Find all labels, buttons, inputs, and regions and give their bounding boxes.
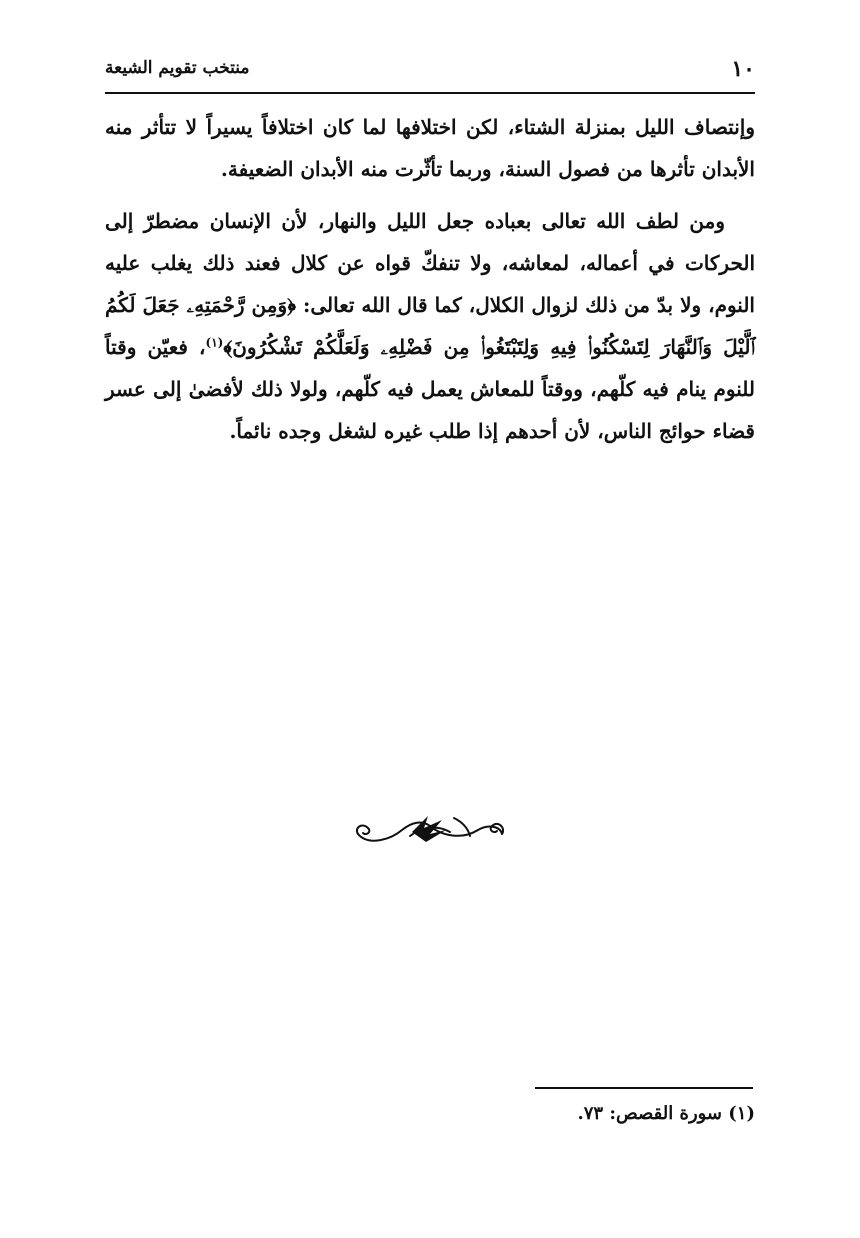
quran-verse: ﴿وَمِن رَّحْمَتِهِۦ جَعَلَ لَكُمُ ٱلَّيْلَ وَٱلنَّهَارَ لِتَسْكُنُوا۟ فِيهِ وَلِتَبْتَغُوا۟ مِن فَضْلِهِۦ وَلَعَلَّكُمْ تَشْكُرُونَ﴾ — [105, 293, 756, 359]
main-text — [105, 106, 755, 462]
footnote-text: (١) سورة القصص: ٧٣. — [577, 1103, 755, 1124]
paragraph — [105, 106, 755, 190]
decorative-flourish-icon — [350, 806, 510, 856]
running-title: منتخب تقويم الشيعة — [105, 58, 250, 78]
header-divider — [105, 92, 755, 94]
paragraph-text: ومن لطف الله تعالى بعباده جعل الليل والنهار، لأن الإنسان مضطرّ إلى الحركات في أعماله، لمعاشه، ولا تنفكّ قواه عن كلال فعند ذلك يغلب عليه النوم، ولا بدّ من ذلك لزوال الكلال، كما قال الله تعالى: — [105, 209, 755, 317]
page-header — [105, 52, 755, 86]
footnote-reference[interactable]: (١) — [205, 335, 224, 350]
paragraph-text: وإنتصاف الليل بمنزلة الشتاء، لكن اختلافها لما كان اختلافاً يسيراً لا تتأثر منه الأبدان تأثرها من فصول السنة، وربما تأثّرت منه الأبدان الضعيفة. — [105, 115, 755, 181]
page-number: ١٠ — [731, 56, 755, 82]
paragraph-text: ، فعيّن وقتاً للنوم ينام فيه كلّهم، ووقتاً للمعاش يعمل فيه كلّهم، ولولا ذلك لأفضىٰ إلى عسر قضاء حوائج الناس، لأن أحدهم إذا طلب غيره لشغل وجده نائماً. — [105, 335, 755, 443]
paragraph — [105, 200, 755, 452]
footnote-divider — [535, 1087, 753, 1089]
footnote — [105, 1100, 755, 1128]
